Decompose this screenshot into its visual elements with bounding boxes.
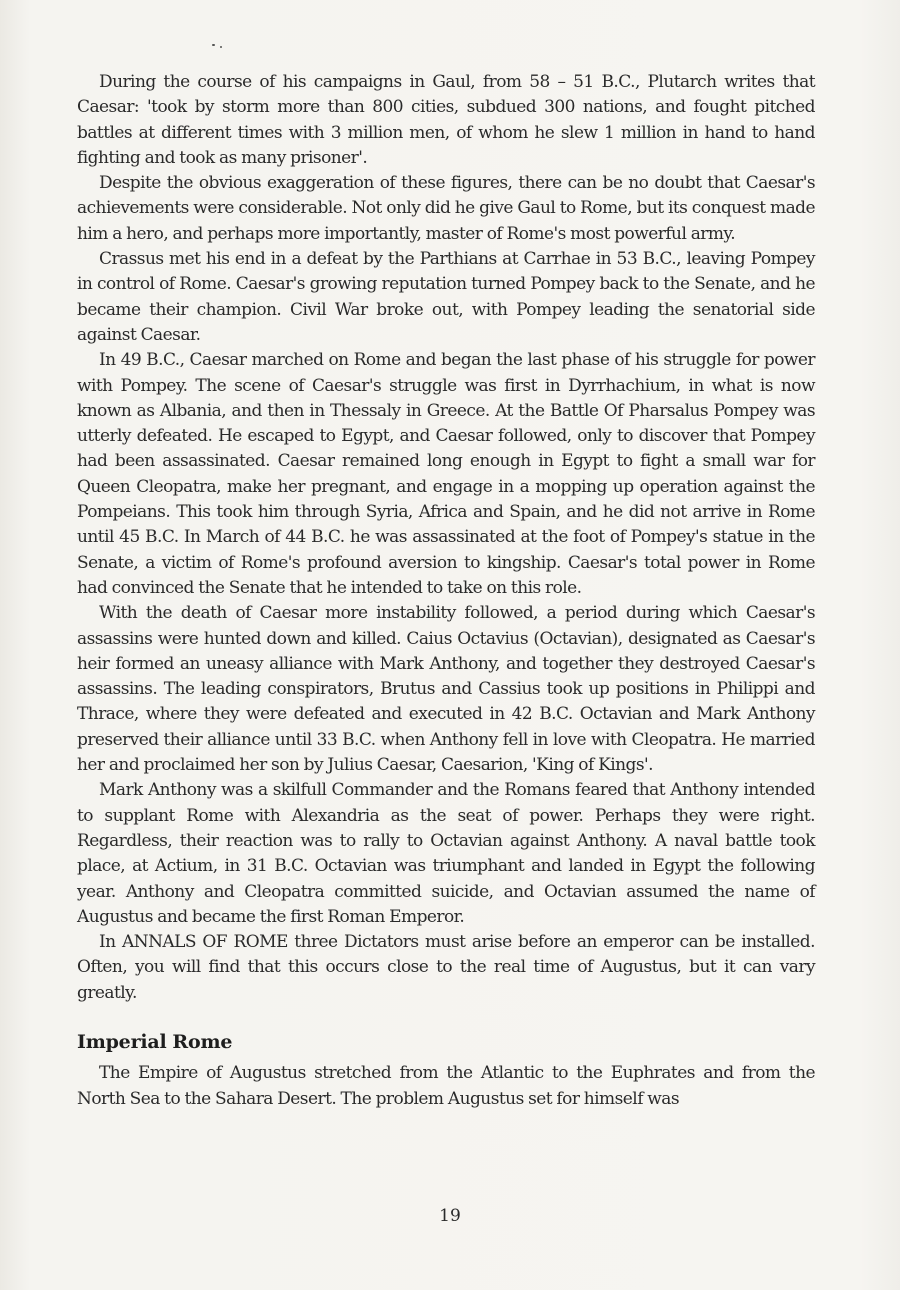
page-number: 19 — [439, 1206, 461, 1226]
paragraph-annals-of-rome: In ANNALS OF ROME three Dictators must arise before an emperor can be installed. Often, you will find that this occurs close to the real time of Augustus, but it can vary greatly. — [77, 932, 815, 1003]
paragraph-gaul-campaigns: During the course of his campaigns in Gaul, from 58 – 51 B.C., Plutarch writes that Caesar: 'took by storm more than 800 cities, subdued 300 nations, and fought pitched battles at different times with 3 million men, of whom he slew 1 million in hand to hand fighting and took as many prisoner'. — [77, 72, 815, 168]
paragraph-after-caesar-death: With the death of Caesar more instability followed, a period during which Caesar's assassins were hunted down and killed. Caius Octavius (Octavian), designated as Caesar's heir formed an uneasy alliance with Mark Anthony, and together they destroyed Caesar's assassins. The leading conspirators, Brutus and Cassius took up positions in Philippi and Thrace, where they were defeated and executed in 42 B.C. Octavian and Mark Anthony preserved their alliance until 33 B.C. when Anthony fell in love with Cleopatra. He married her and proclaimed her son by Julius Caesar, Caesarion, 'King of Kings'. — [77, 603, 815, 776]
paragraph-mark-anthony: Mark Anthony was a skilfull Commander and the Romans feared that Anthony intended to supplant Rome with Alexandria as the seat of power. Perhaps they were right. Regardless, their reaction was to rally to Octavian against Anthony. A naval battle took place, at Actium, in 31 B.C. Octavian was triumphant and landed in Egypt the following year. Anthony and Cleopatra committed suicide, and Octavian assumed the name of Augustus and became the first Roman Emperor. — [77, 780, 815, 927]
paragraph-crassus-defeat: Crassus met his end in a defeat by the Parthians at Carrhae in 53 B.C., leaving Pompey in control of Rome. Caesar's growing reputation turned Pompey back to the Senate, and he became their champion. Civil War broke out, with Pompey leading the senatorial side against Caesar. — [77, 249, 815, 345]
paragraph-caesar-achievements: Despite the obvious exaggeration of these figures, there can be no doubt that Caesar's achievements were considerable. Not only did he give Gaul to Rome, but its conquest made him a hero, and perhaps more importantly, master of Rome's most powerful army. — [77, 173, 815, 244]
paragraph-empire-of-augustus: The Empire of Augustus stretched from the Atlantic to the Euphrates and from the North Sea to the Sahara Desert. The problem Augustus set for himself was — [77, 1063, 815, 1109]
section-heading: Imperial Rome — [77, 1030, 233, 1053]
paper-speck — [220, 46, 222, 48]
text-column — [77, 70, 815, 1112]
paragraph-civil-war: In 49 B.C., Caesar marched on Rome and began the last phase of his struggle for power with Pompey. The scene of Caesar's struggle was first in Dyrrhachium, in what is now known as Albania, and then in Thessaly in Greece. At the Battle Of Pharsalus Pompey was utterly defeated. He escaped to Egypt, and Caesar followed, only to discover that Pompey had been assassinated. Caesar remained long enough in Egypt to fight a small war for Queen Cleopatra, make her pregnant, and engage in a mopping up operation against the Pompeians. This took him through Syria, Africa and Spain, and he did not arrive in Rome until 45 B.C. In March of 44 B.C. he was assassinated at the foot of Pompey's statue in the Senate, a victim of Rome's profound aversion to kingship. Caesar's total power in Rome had convinced the Senate that he intended to take on this role. — [77, 350, 815, 598]
paper-speck — [212, 44, 215, 46]
